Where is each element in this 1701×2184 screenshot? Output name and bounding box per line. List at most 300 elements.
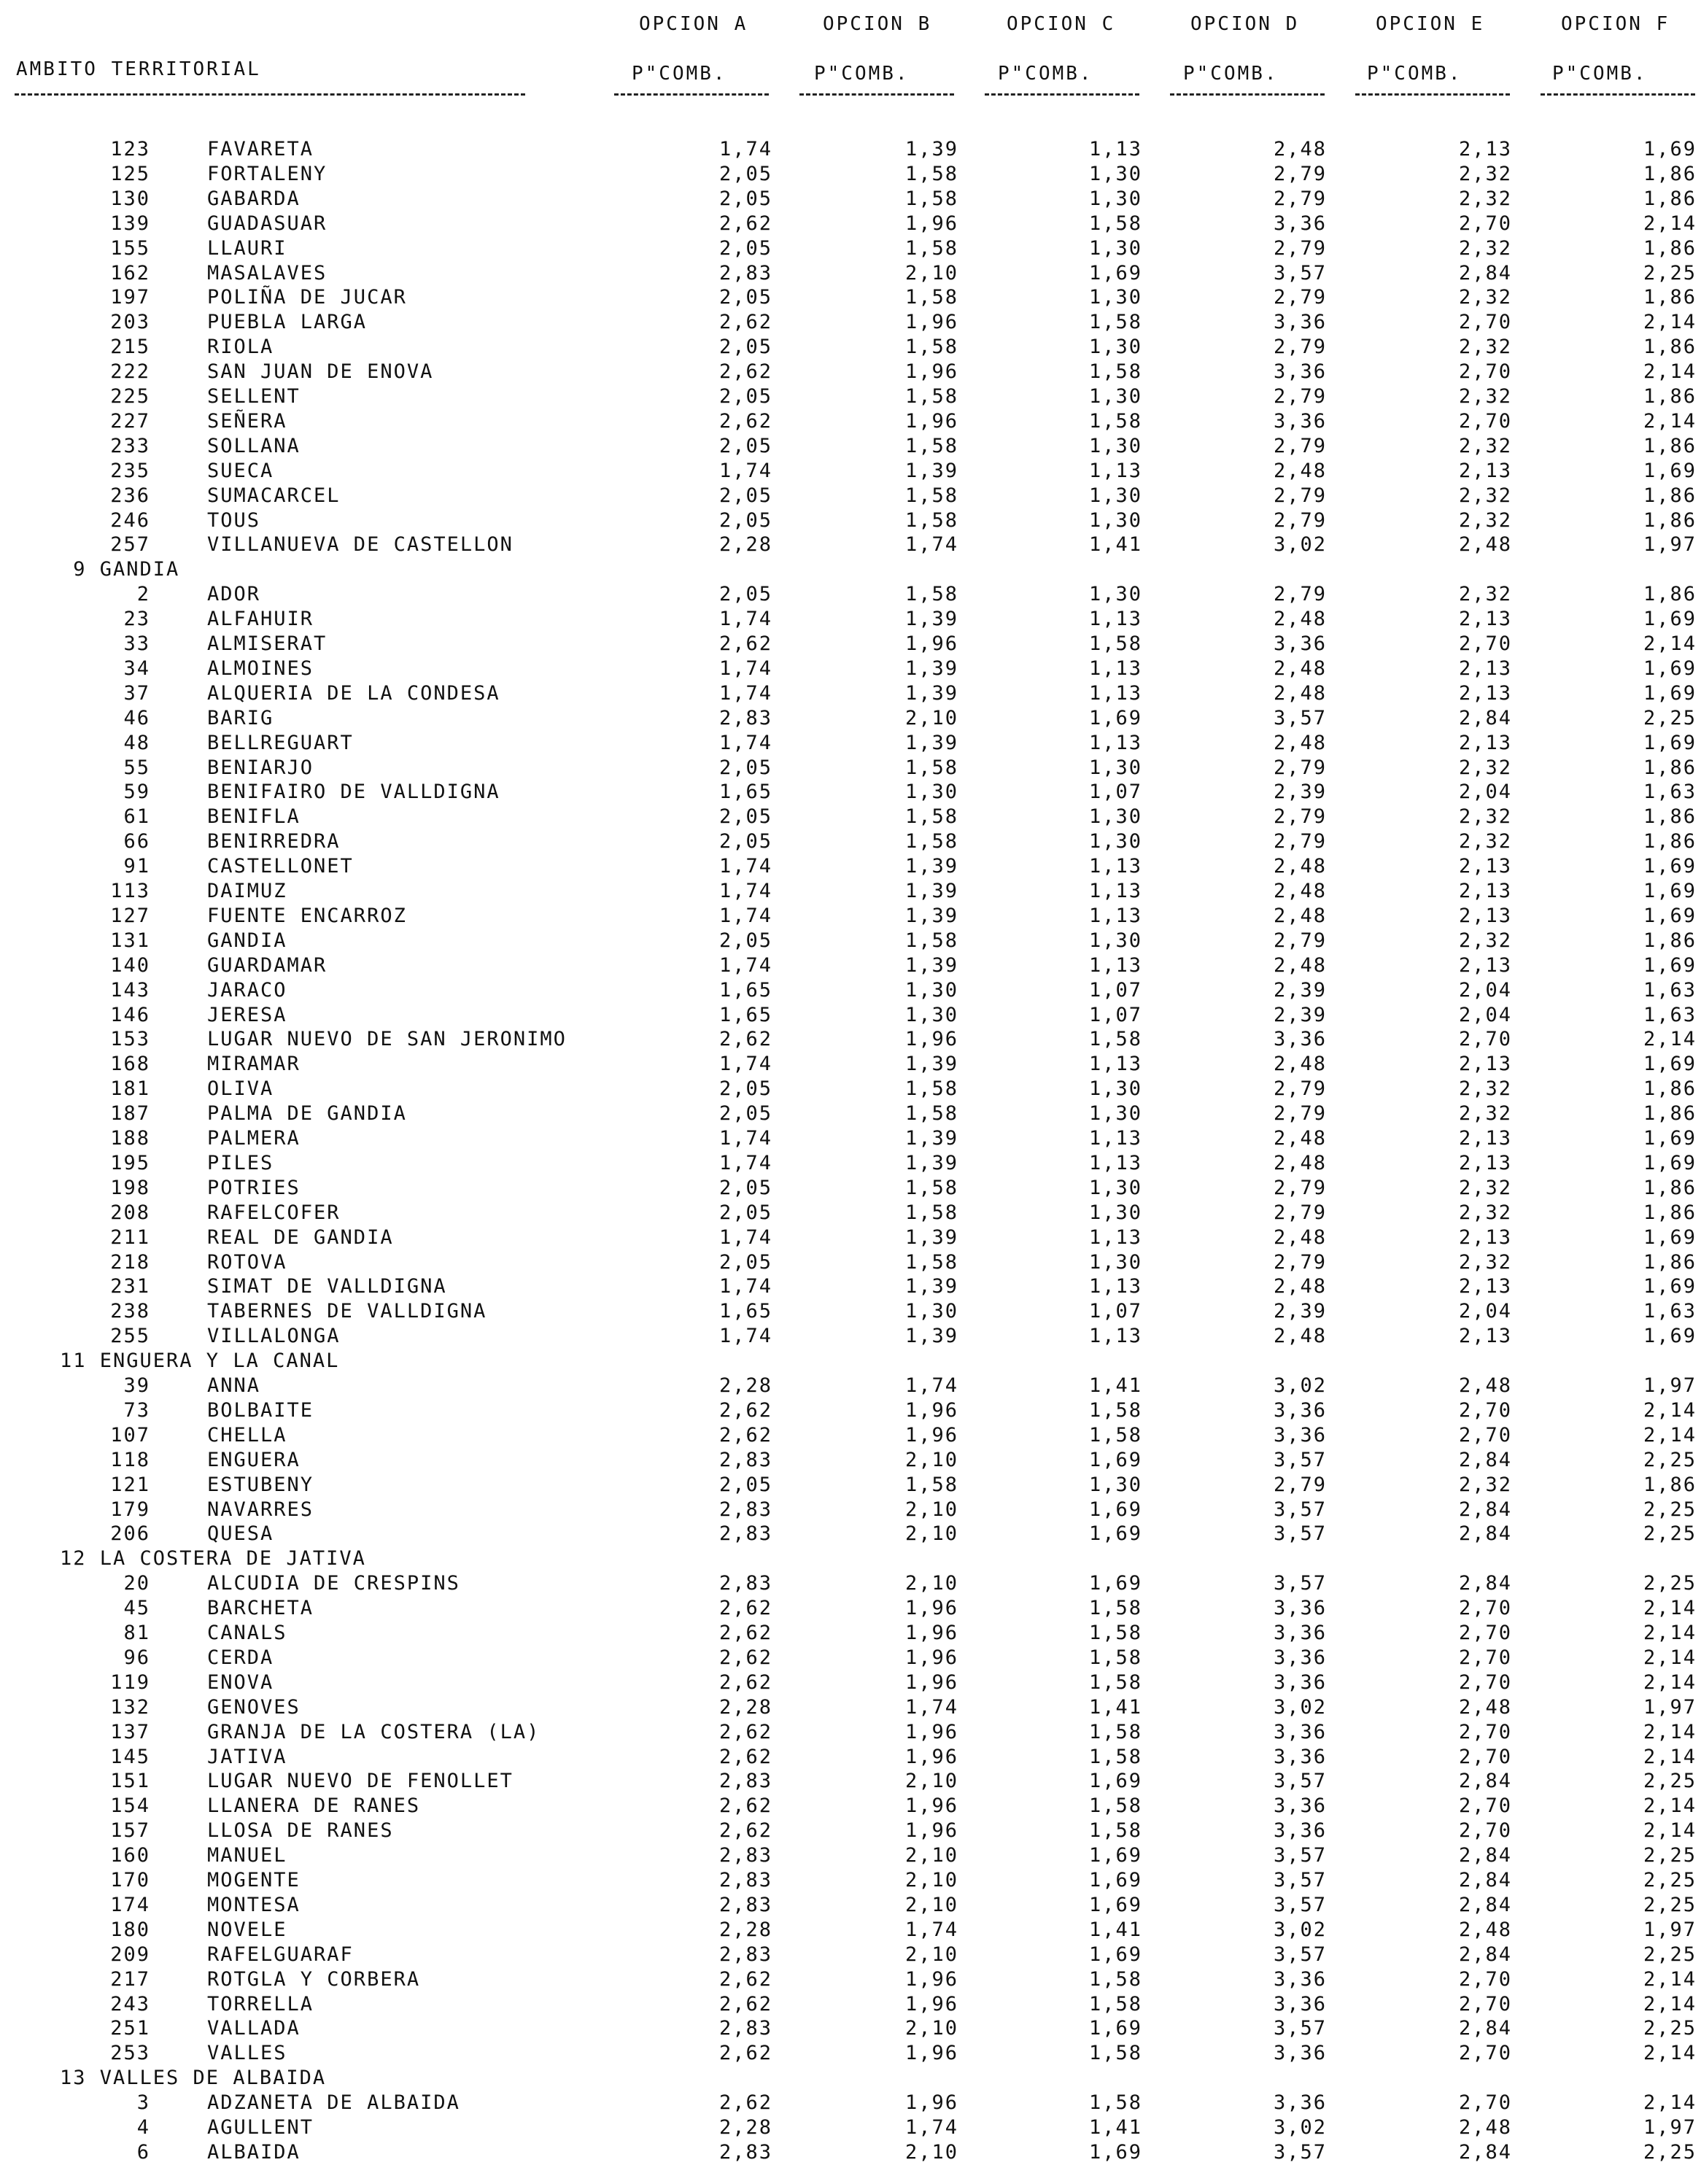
row-value-opcion-f: 2,25 — [1643, 1770, 1697, 1792]
row-value-opcion-c: 1,13 — [1088, 1152, 1142, 1174]
row-value-opcion-c: 1,69 — [1088, 1770, 1142, 1792]
row-value-opcion-d: 2,79 — [1273, 583, 1327, 605]
row-value-opcion-f: 2,25 — [1643, 1522, 1697, 1545]
row-value-opcion-e: 2,32 — [1458, 509, 1512, 532]
row-value-opcion-c: 1,69 — [1088, 1844, 1142, 1867]
row-value-opcion-c: 1,13 — [1088, 880, 1142, 902]
row-municipio: SAN JUAN DE ENOVA — [207, 360, 434, 383]
row-municipio: BENIRREDRA — [207, 830, 341, 853]
row-value-opcion-e: 2,70 — [1458, 212, 1512, 235]
subhead-e: P"COMB. — [1367, 63, 1462, 85]
row-value-opcion-b: 1,58 — [904, 237, 958, 260]
row-value-opcion-b: 1,58 — [904, 583, 958, 605]
row-value-opcion-a: 2,28 — [718, 533, 772, 556]
row-value-opcion-f: 1,97 — [1643, 1918, 1697, 1941]
row-value-opcion-d: 2,48 — [1273, 1127, 1327, 1150]
row-value-opcion-e: 2,84 — [1458, 1943, 1512, 1966]
row-value-opcion-f: 1,86 — [1643, 1201, 1697, 1224]
row-code: 253 — [110, 2042, 150, 2064]
row-value-opcion-b: 1,96 — [904, 311, 958, 333]
row-value-opcion-d: 3,36 — [1273, 1424, 1327, 1447]
row-value-opcion-e: 2,32 — [1458, 830, 1512, 853]
row-code: 131 — [110, 929, 150, 952]
header-rule-c — [985, 93, 1139, 96]
row-value-opcion-e: 2,84 — [1458, 1770, 1512, 1792]
row-value-opcion-b: 1,58 — [904, 286, 958, 309]
row-municipio: GRANJA DE LA COSTERA (LA) — [207, 1721, 540, 1743]
row-value-opcion-d: 2,48 — [1273, 1226, 1327, 1249]
row-municipio: GUADASUAR — [207, 212, 328, 235]
row-value-opcion-c: 1,58 — [1088, 212, 1142, 235]
row-value-opcion-c: 1,30 — [1088, 583, 1142, 605]
row-value-opcion-c: 1,58 — [1088, 1794, 1142, 1817]
row-value-opcion-b: 1,39 — [904, 732, 958, 754]
row-value-opcion-d: 2,79 — [1273, 1102, 1327, 1125]
row-value-opcion-b: 1,58 — [904, 1251, 958, 1274]
row-code: 73 — [123, 1399, 150, 1422]
row-value-opcion-c: 1,58 — [1088, 632, 1142, 655]
row-value-opcion-f: 1,86 — [1643, 385, 1697, 408]
row-municipio: FAVARETA — [207, 138, 314, 160]
row-value-opcion-b: 1,96 — [904, 1671, 958, 1694]
row-value-opcion-e: 2,04 — [1458, 979, 1512, 1002]
row-value-opcion-f: 2,14 — [1643, 212, 1697, 235]
row-value-opcion-e: 2,70 — [1458, 1993, 1512, 2015]
row-code: 123 — [110, 138, 150, 160]
row-value-opcion-d: 3,57 — [1273, 2141, 1327, 2164]
row-code: 168 — [110, 1053, 150, 1075]
row-value-opcion-f: 2,14 — [1643, 2042, 1697, 2064]
row-value-opcion-d: 2,79 — [1273, 237, 1327, 260]
row-value-opcion-b: 2,10 — [904, 1449, 958, 1471]
row-value-opcion-b: 1,39 — [904, 1127, 958, 1150]
row-value-opcion-f: 1,97 — [1643, 1696, 1697, 1719]
row-value-opcion-b: 1,74 — [904, 1696, 958, 1719]
row-value-opcion-a: 1,74 — [718, 1152, 772, 1174]
row-value-opcion-a: 2,62 — [718, 1746, 772, 1768]
row-municipio: ADOR — [207, 583, 261, 605]
row-code: 59 — [123, 781, 150, 803]
row-municipio: ENOVA — [207, 1671, 274, 1694]
row-value-opcion-a: 1,74 — [718, 732, 772, 754]
row-value-opcion-d: 2,48 — [1273, 138, 1327, 160]
row-value-opcion-b: 1,96 — [904, 1721, 958, 1743]
row-value-opcion-a: 1,74 — [718, 855, 772, 878]
row-value-opcion-b: 1,96 — [904, 1622, 958, 1644]
row-value-opcion-f: 2,25 — [1643, 1449, 1697, 1471]
row-value-opcion-c: 1,69 — [1088, 1943, 1142, 1966]
row-code: 121 — [110, 1474, 150, 1496]
row-value-opcion-d: 2,48 — [1273, 1152, 1327, 1174]
row-value-opcion-f: 1,97 — [1643, 533, 1697, 556]
row-value-opcion-a: 1,74 — [718, 1053, 772, 1075]
row-value-opcion-c: 1,69 — [1088, 262, 1142, 284]
row-value-opcion-b: 1,39 — [904, 1152, 958, 1174]
row-value-opcion-b: 1,30 — [904, 979, 958, 1002]
row-municipio: OLIVA — [207, 1077, 274, 1100]
row-value-opcion-e: 2,84 — [1458, 2141, 1512, 2164]
row-value-opcion-a: 2,83 — [718, 1449, 772, 1471]
row-value-opcion-a: 2,83 — [718, 2141, 772, 2164]
row-value-opcion-f: 1,63 — [1643, 979, 1697, 1002]
row-value-opcion-b: 1,30 — [904, 781, 958, 803]
row-value-opcion-e: 2,84 — [1458, 1522, 1512, 1545]
row-value-opcion-d: 3,57 — [1273, 1894, 1327, 1916]
row-code: 132 — [110, 1696, 150, 1719]
row-value-opcion-d: 3,57 — [1273, 1869, 1327, 1891]
row-value-opcion-c: 1,30 — [1088, 336, 1142, 358]
row-code: 119 — [110, 1671, 150, 1694]
row-value-opcion-c: 1,58 — [1088, 1671, 1142, 1694]
row-municipio: CHELLA — [207, 1424, 287, 1447]
row-value-opcion-c: 1,13 — [1088, 608, 1142, 630]
row-value-opcion-e: 2,84 — [1458, 2017, 1512, 2040]
row-value-opcion-c: 1,58 — [1088, 1622, 1142, 1644]
row-value-opcion-e: 2,48 — [1458, 1374, 1512, 1397]
row-value-opcion-f: 2,25 — [1643, 1869, 1697, 1891]
row-municipio: BOLBAITE — [207, 1399, 314, 1422]
row-value-opcion-f: 2,25 — [1643, 1572, 1697, 1595]
row-value-opcion-a: 2,83 — [718, 707, 772, 729]
row-value-opcion-f: 1,86 — [1643, 336, 1697, 358]
row-value-opcion-c: 1,58 — [1088, 1646, 1142, 1669]
row-value-opcion-f: 1,69 — [1643, 1053, 1697, 1075]
row-code: 181 — [110, 1077, 150, 1100]
row-municipio: CERDA — [207, 1646, 274, 1669]
row-value-opcion-e: 2,13 — [1458, 608, 1512, 630]
row-value-opcion-a: 1,65 — [718, 979, 772, 1002]
row-value-opcion-f: 1,97 — [1643, 1374, 1697, 1397]
row-code: 209 — [110, 1943, 150, 1966]
row-value-opcion-e: 2,13 — [1458, 855, 1512, 878]
row-code: 162 — [110, 262, 150, 284]
row-value-opcion-b: 1,58 — [904, 929, 958, 952]
row-value-opcion-c: 1,13 — [1088, 138, 1142, 160]
row-value-opcion-e: 2,13 — [1458, 682, 1512, 705]
row-value-opcion-f: 1,86 — [1643, 583, 1697, 605]
row-municipio: ESTUBENY — [207, 1474, 314, 1496]
row-value-opcion-e: 2,70 — [1458, 1028, 1512, 1050]
header-rule-a — [614, 93, 769, 96]
row-value-opcion-c: 1,13 — [1088, 954, 1142, 977]
row-value-opcion-d: 2,39 — [1273, 1004, 1327, 1026]
row-municipio: GABARDA — [207, 187, 301, 210]
row-value-opcion-e: 2,32 — [1458, 336, 1512, 358]
row-value-opcion-e: 2,70 — [1458, 1646, 1512, 1669]
row-municipio: QUESA — [207, 1522, 274, 1545]
row-value-opcion-d: 3,36 — [1273, 311, 1327, 333]
row-value-opcion-e: 2,13 — [1458, 1325, 1512, 1347]
row-value-opcion-a: 2,05 — [718, 286, 772, 309]
row-value-opcion-b: 1,74 — [904, 1918, 958, 1941]
row-value-opcion-b: 1,39 — [904, 905, 958, 927]
header-rule-ambito — [15, 93, 525, 96]
row-value-opcion-c: 1,07 — [1088, 1004, 1142, 1026]
row-value-opcion-c: 1,07 — [1088, 979, 1142, 1002]
header-rule-f — [1541, 93, 1695, 96]
row-value-opcion-e: 2,13 — [1458, 732, 1512, 754]
row-value-opcion-b: 1,96 — [904, 360, 958, 383]
row-value-opcion-f: 2,14 — [1643, 1028, 1697, 1050]
row-value-opcion-e: 2,70 — [1458, 311, 1512, 333]
row-municipio: ALMISERAT — [207, 632, 328, 655]
row-municipio: POLIÑA DE JUCAR — [207, 286, 407, 309]
row-value-opcion-f: 2,14 — [1643, 1968, 1697, 1991]
row-value-opcion-d: 3,36 — [1273, 1622, 1327, 1644]
row-value-opcion-d: 3,36 — [1273, 1399, 1327, 1422]
row-value-opcion-a: 2,28 — [718, 1374, 772, 1397]
row-code: 188 — [110, 1127, 150, 1150]
row-municipio: LLANERA DE RANES — [207, 1794, 421, 1817]
row-value-opcion-a: 2,62 — [718, 2042, 772, 2064]
header-rule-b — [799, 93, 954, 96]
row-code: 238 — [110, 1300, 150, 1323]
row-value-opcion-f: 1,86 — [1643, 509, 1697, 532]
row-value-opcion-e: 2,32 — [1458, 237, 1512, 260]
header-opcion-e: OPCION E — [1376, 13, 1485, 35]
row-code: 218 — [110, 1251, 150, 1274]
row-municipio: TORRELLA — [207, 1993, 314, 2015]
row-municipio: CANALS — [207, 1622, 287, 1644]
row-value-opcion-b: 1,39 — [904, 1275, 958, 1298]
row-value-opcion-c: 1,58 — [1088, 1993, 1142, 2015]
row-value-opcion-f: 2,14 — [1643, 632, 1697, 655]
row-value-opcion-c: 1,30 — [1088, 1474, 1142, 1496]
row-value-opcion-e: 2,32 — [1458, 286, 1512, 309]
row-value-opcion-e: 2,32 — [1458, 1474, 1512, 1496]
row-value-opcion-d: 3,36 — [1273, 1993, 1327, 2015]
row-value-opcion-c: 1,69 — [1088, 1869, 1142, 1891]
row-value-opcion-c: 1,30 — [1088, 163, 1142, 185]
row-value-opcion-d: 3,36 — [1273, 1746, 1327, 1768]
row-value-opcion-e: 2,84 — [1458, 707, 1512, 729]
row-value-opcion-d: 3,36 — [1273, 360, 1327, 383]
row-value-opcion-d: 2,79 — [1273, 187, 1327, 210]
row-code: 160 — [110, 1844, 150, 1867]
row-code: 206 — [110, 1522, 150, 1545]
row-value-opcion-f: 1,69 — [1643, 855, 1697, 878]
row-value-opcion-a: 2,62 — [718, 1721, 772, 1743]
row-code: 180 — [110, 1918, 150, 1941]
row-value-opcion-d: 2,79 — [1273, 509, 1327, 532]
row-code: 211 — [110, 1226, 150, 1249]
row-value-opcion-b: 1,39 — [904, 855, 958, 878]
row-value-opcion-a: 1,74 — [718, 657, 772, 680]
row-code: 46 — [123, 707, 150, 729]
row-value-opcion-a: 2,62 — [718, 1671, 772, 1694]
row-value-opcion-a: 2,62 — [718, 1646, 772, 1669]
row-value-opcion-a: 2,62 — [718, 1993, 772, 2015]
row-value-opcion-c: 1,30 — [1088, 286, 1142, 309]
row-value-opcion-f: 1,86 — [1643, 830, 1697, 853]
row-value-opcion-c: 1,58 — [1088, 1028, 1142, 1050]
row-value-opcion-a: 2,05 — [718, 1077, 772, 1100]
row-value-opcion-c: 1,69 — [1088, 1498, 1142, 1521]
row-value-opcion-f: 1,86 — [1643, 163, 1697, 185]
row-municipio: PALMA DE GANDIA — [207, 1102, 407, 1125]
row-value-opcion-b: 1,96 — [904, 1424, 958, 1447]
row-value-opcion-f: 1,86 — [1643, 756, 1697, 779]
row-value-opcion-c: 1,07 — [1088, 781, 1142, 803]
row-value-opcion-a: 2,05 — [718, 237, 772, 260]
row-code: 23 — [123, 608, 150, 630]
row-value-opcion-f: 1,86 — [1643, 929, 1697, 952]
section-heading: 13 VALLES DE ALBAIDA — [60, 2067, 327, 2089]
row-code: 246 — [110, 509, 150, 532]
row-value-opcion-b: 1,58 — [904, 1102, 958, 1125]
row-value-opcion-f: 1,86 — [1643, 187, 1697, 210]
row-value-opcion-d: 2,48 — [1273, 855, 1327, 878]
row-value-opcion-f: 2,25 — [1643, 262, 1697, 284]
row-value-opcion-a: 1,65 — [718, 781, 772, 803]
row-code: 227 — [110, 410, 150, 433]
header-opcion-c: OPCION C — [1007, 13, 1116, 35]
subhead-c: P"COMB. — [998, 63, 1093, 85]
row-value-opcion-e: 2,32 — [1458, 1077, 1512, 1100]
row-code: 81 — [123, 1622, 150, 1644]
row-value-opcion-a: 2,62 — [718, 1399, 772, 1422]
row-municipio: LLAURI — [207, 237, 287, 260]
row-value-opcion-e: 2,70 — [1458, 1597, 1512, 1619]
row-value-opcion-a: 2,62 — [718, 1028, 772, 1050]
row-code: 139 — [110, 212, 150, 235]
row-code: 4 — [136, 2116, 150, 2139]
row-municipio: LLOSA DE RANES — [207, 1819, 394, 1842]
row-municipio: GANDIA — [207, 929, 287, 952]
row-value-opcion-e: 2,70 — [1458, 1424, 1512, 1447]
row-value-opcion-f: 2,25 — [1643, 2017, 1697, 2040]
row-value-opcion-f: 1,69 — [1643, 1152, 1697, 1174]
row-value-opcion-f: 2,25 — [1643, 1498, 1697, 1521]
row-value-opcion-b: 1,39 — [904, 460, 958, 482]
row-municipio: SUMACARCEL — [207, 484, 341, 507]
row-value-opcion-c: 1,58 — [1088, 1746, 1142, 1768]
row-value-opcion-a: 2,83 — [718, 1844, 772, 1867]
row-value-opcion-e: 2,32 — [1458, 1102, 1512, 1125]
row-value-opcion-f: 1,69 — [1643, 1127, 1697, 1150]
row-municipio: RAFELCOFER — [207, 1201, 341, 1224]
row-value-opcion-d: 3,36 — [1273, 2042, 1327, 2064]
row-municipio: ROTOVA — [207, 1251, 287, 1274]
row-value-opcion-c: 1,13 — [1088, 732, 1142, 754]
row-value-opcion-a: 2,05 — [718, 1201, 772, 1224]
row-value-opcion-e: 2,32 — [1458, 484, 1512, 507]
row-value-opcion-b: 2,10 — [904, 1522, 958, 1545]
row-code: 179 — [110, 1498, 150, 1521]
row-value-opcion-a: 1,74 — [718, 1325, 772, 1347]
row-value-opcion-f: 2,14 — [1643, 1794, 1697, 1817]
row-value-opcion-e: 2,84 — [1458, 1894, 1512, 1916]
row-value-opcion-c: 1,41 — [1088, 1918, 1142, 1941]
row-value-opcion-a: 2,83 — [718, 1894, 772, 1916]
row-value-opcion-e: 2,70 — [1458, 1622, 1512, 1644]
row-municipio: MANUEL — [207, 1844, 287, 1867]
row-value-opcion-a: 2,28 — [718, 1696, 772, 1719]
row-value-opcion-f: 2,25 — [1643, 1894, 1697, 1916]
row-value-opcion-f: 2,14 — [1643, 1597, 1697, 1619]
row-municipio: BENIFAIRO DE VALLDIGNA — [207, 781, 500, 803]
row-value-opcion-a: 2,62 — [718, 1622, 772, 1644]
row-value-opcion-a: 2,83 — [718, 1943, 772, 1966]
row-municipio: MONTESA — [207, 1894, 301, 1916]
row-value-opcion-b: 1,58 — [904, 756, 958, 779]
row-code: 235 — [110, 460, 150, 482]
row-value-opcion-f: 2,14 — [1643, 1993, 1697, 2015]
row-value-opcion-d: 3,36 — [1273, 1671, 1327, 1694]
row-value-opcion-c: 1,30 — [1088, 509, 1142, 532]
row-code: 20 — [123, 1572, 150, 1595]
row-value-opcion-c: 1,13 — [1088, 460, 1142, 482]
row-value-opcion-c: 1,58 — [1088, 1968, 1142, 1991]
row-value-opcion-a: 1,74 — [718, 1275, 772, 1298]
row-code: 130 — [110, 187, 150, 210]
row-code: 257 — [110, 533, 150, 556]
row-value-opcion-d: 3,57 — [1273, 262, 1327, 284]
row-municipio: SOLLANA — [207, 435, 301, 457]
header-opcion-b: OPCION B — [823, 13, 932, 35]
row-value-opcion-e: 2,32 — [1458, 756, 1512, 779]
row-value-opcion-d: 2,48 — [1273, 608, 1327, 630]
row-value-opcion-a: 2,62 — [718, 410, 772, 433]
row-value-opcion-c: 1,30 — [1088, 805, 1142, 828]
row-value-opcion-a: 1,65 — [718, 1300, 772, 1323]
row-value-opcion-d: 3,36 — [1273, 1597, 1327, 1619]
row-value-opcion-c: 1,30 — [1088, 1177, 1142, 1199]
row-value-opcion-d: 2,79 — [1273, 484, 1327, 507]
row-value-opcion-e: 2,84 — [1458, 1449, 1512, 1471]
row-value-opcion-b: 2,10 — [904, 1770, 958, 1792]
row-value-opcion-d: 2,79 — [1273, 336, 1327, 358]
row-value-opcion-b: 1,58 — [904, 509, 958, 532]
row-value-opcion-b: 1,96 — [904, 410, 958, 433]
row-value-opcion-d: 2,79 — [1273, 385, 1327, 408]
row-municipio: ALFAHUIR — [207, 608, 314, 630]
row-value-opcion-d: 2,48 — [1273, 905, 1327, 927]
row-value-opcion-a: 2,05 — [718, 1474, 772, 1496]
row-municipio: REAL DE GANDIA — [207, 1226, 394, 1249]
row-value-opcion-d: 2,48 — [1273, 1053, 1327, 1075]
row-value-opcion-c: 1,30 — [1088, 385, 1142, 408]
row-municipio: FORTALENY — [207, 163, 328, 185]
row-value-opcion-a: 2,83 — [718, 2017, 772, 2040]
row-value-opcion-e: 2,32 — [1458, 1201, 1512, 1224]
row-value-opcion-c: 1,13 — [1088, 905, 1142, 927]
row-municipio: BARCHETA — [207, 1597, 314, 1619]
row-value-opcion-f: 1,69 — [1643, 460, 1697, 482]
row-value-opcion-c: 1,30 — [1088, 484, 1142, 507]
row-value-opcion-d: 3,36 — [1273, 212, 1327, 235]
row-value-opcion-a: 2,28 — [718, 1918, 772, 1941]
row-value-opcion-f: 1,86 — [1643, 1474, 1697, 1496]
row-value-opcion-a: 1,74 — [718, 608, 772, 630]
row-value-opcion-d: 3,57 — [1273, 1844, 1327, 1867]
row-value-opcion-a: 2,05 — [718, 929, 772, 952]
row-code: 140 — [110, 954, 150, 977]
row-value-opcion-c: 1,07 — [1088, 1300, 1142, 1323]
row-value-opcion-e: 2,04 — [1458, 1004, 1512, 1026]
row-value-opcion-c: 1,30 — [1088, 435, 1142, 457]
row-value-opcion-e: 2,32 — [1458, 163, 1512, 185]
ambito-territorial-label: AMBITO TERRITORIAL — [16, 58, 261, 80]
row-value-opcion-f: 1,69 — [1643, 905, 1697, 927]
row-value-opcion-a: 2,05 — [718, 1251, 772, 1274]
row-code: 143 — [110, 979, 150, 1002]
subhead-d: P"COMB. — [1183, 63, 1279, 85]
row-value-opcion-a: 2,05 — [718, 830, 772, 853]
row-value-opcion-b: 1,58 — [904, 1474, 958, 1496]
row-value-opcion-f: 2,14 — [1643, 1721, 1697, 1743]
row-value-opcion-d: 3,02 — [1273, 533, 1327, 556]
